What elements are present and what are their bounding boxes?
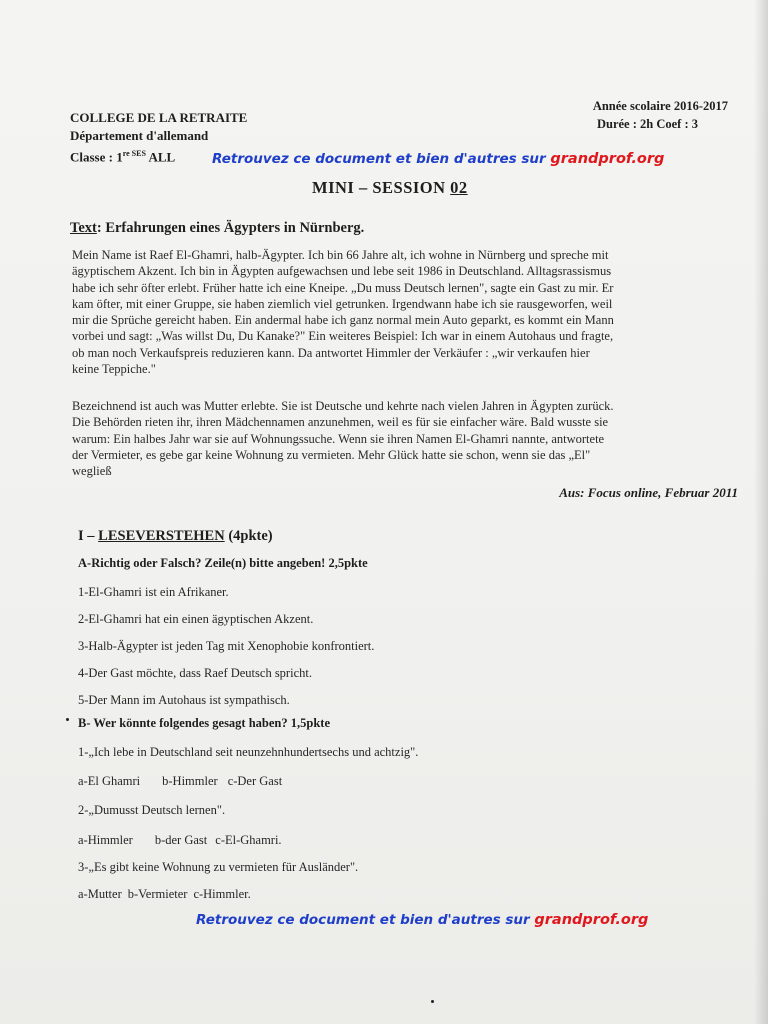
class-superscript: re SES [122, 149, 146, 158]
text-paragraph-1 [72, 247, 738, 377]
paragraph-line: Die Behörden rieten ihr, ihren Mädchennamen anzunehmen, weil es für sie einfacher wäre. Bald wusste sie [72, 415, 609, 430]
paragraph-line: Bezeichnend ist auch was Mutter erlebte. Sie ist Deutsche und kehrte nach vielen Jahren in Ägypten zurück. [72, 399, 614, 413]
school-name: COLLEGE DE LA RETRAITE [70, 110, 248, 125]
paragraph-line: wegließ [72, 464, 112, 479]
paragraph-line: der Vermieter, es gebe gar keine Wohnung zu vermieten. Mehr Glück hatte sie schon, wenn sie das „El" [72, 447, 591, 462]
text-source: Aus: Focus online, Februar 2011 [559, 485, 738, 500]
part-b-question-1: 1-„Ich lebe in Deutschland seit neunzehnhundertsechs und achtzig". [78, 745, 419, 759]
promo-text: Retrouvez ce document et bien d'autres sur [212, 151, 551, 167]
option: b-Vermieter [127, 887, 188, 901]
option: a-El Ghamri [78, 774, 141, 788]
part-a-title: A-Richtig oder Falsch? Zeile(n) bitte angeben! 2,5pkte [78, 556, 368, 570]
option: c-El-Ghamri. [215, 833, 282, 847]
option: c-Der Gast [227, 774, 283, 788]
option: b-der Gast [154, 833, 208, 847]
promo-site-link[interactable]: grandprof.org [534, 912, 649, 928]
text-title: : Erfahrungen eines Ägypters in Nürnberg. [96, 220, 365, 236]
part-a-item: 3-Halb-Ägypter ist jeden Tag mit Xenophobie konfrontiert. [78, 639, 375, 653]
part-b-options-1 [78, 774, 282, 789]
session-title [312, 178, 468, 198]
scan-speck [431, 1000, 434, 1003]
page-edge-shadow [754, 0, 768, 1024]
exam-duration: Durée : 2h Coef : 3 [596, 117, 698, 131]
paragraph-line: kam öfter, mit einer Gruppe, sie haben ziemlich viel getrunken. Irgendwann habe ich sie rausgeworfen, weil [72, 296, 613, 311]
paragraph-line: habe ich sehr öfter erlebt. Früher hatte ich eine Kneipe. „Du muss Deutsch lernen", sagte ein Gast zu mir. Er [72, 280, 614, 295]
option: b-Himmler [162, 774, 218, 788]
part-a-item: 5-Der Mann im Autohaus ist sympathisch. [78, 693, 290, 707]
department-name: Département d'allemand [70, 128, 209, 143]
promo-banner-bottom [196, 912, 648, 928]
text-label: Text [70, 220, 97, 236]
class-suffix: ALL [145, 149, 176, 165]
class-line [70, 146, 175, 165]
promo-banner-top [212, 151, 664, 167]
part-b-question-2: 2-„Dumusst Deutsch lernen". [78, 803, 226, 817]
option: a-Mutter [78, 887, 122, 901]
section-title: LESEVERSTEHEN [98, 528, 225, 544]
paragraph-line: ägyptischem Akzent. Ich bin in Ägypten aufgewachsen und lebe seit 1986 in Deutschland. Alltagsrassismus [72, 264, 612, 279]
text-heading [70, 220, 364, 237]
part-b-title: B- Wer könnte folgendes gesagt haben? 1,5pkte [78, 716, 330, 730]
school-year: Année scolaire 2016-2017 [592, 99, 728, 113]
paragraph-line: mir die Sprüche gereicht haben. Ein andermal habe ich ganz normal mein Auto geparkt, es kommt ein Mann [72, 313, 614, 328]
promo-site-link[interactable]: grandprof.org [550, 151, 665, 167]
promo-text: Retrouvez ce document et bien d'autres sur [196, 912, 535, 928]
option: c-Himmler. [193, 887, 251, 901]
paragraph-line: Mein Name ist Raef El-Ghamri, halb-Ägypter. Ich bin 66 Jahre alt, ich wohne in Nürnberg und spreche mit [72, 248, 609, 262]
paragraph-line: vorbei und sagt: „Was willst Du, Du Kanake?" Ein weiteres Beispiel: Ich war in einem Autohaus und fragte, [72, 329, 614, 344]
section-heading-leseverstehen [78, 528, 273, 545]
class-label: Classe : 1 [70, 149, 123, 165]
part-b-options-3 [78, 887, 251, 902]
part-b-options-2 [78, 833, 282, 848]
text-paragraph-2 [72, 398, 738, 479]
scan-speck [66, 718, 69, 721]
section-points: (4pkte) [224, 528, 273, 544]
part-a-item: 2-El-Ghamri hat ein einen ägyptischen Akzent. [78, 612, 314, 626]
option: a-Himmler [78, 833, 133, 847]
paragraph-line: keine Teppiche." [72, 362, 156, 377]
paragraph-line: ob man noch Verkaufspreis reduzieren kann. Da antwortet Himmler der Verkäufer : „wir verkaufen hier [72, 345, 590, 360]
part-a-item: 1-El-Ghamri ist ein Afrikaner. [78, 585, 229, 599]
section-number: I – [78, 528, 99, 544]
session-number: 02 [450, 178, 468, 197]
session-prefix: MINI – SESSION [312, 178, 451, 197]
paragraph-line: warum: Ein halbes Jahr war sie auf Wohnungssuche. Wenn sie ihren Namen El-Ghamri nannte, antwortete [72, 431, 605, 446]
part-b-question-3: 3-„Es gibt keine Wohnung zu vermieten für Ausländer". [78, 860, 359, 874]
part-a-item: 4-Der Gast möchte, dass Raef Deutsch spricht. [78, 666, 312, 680]
